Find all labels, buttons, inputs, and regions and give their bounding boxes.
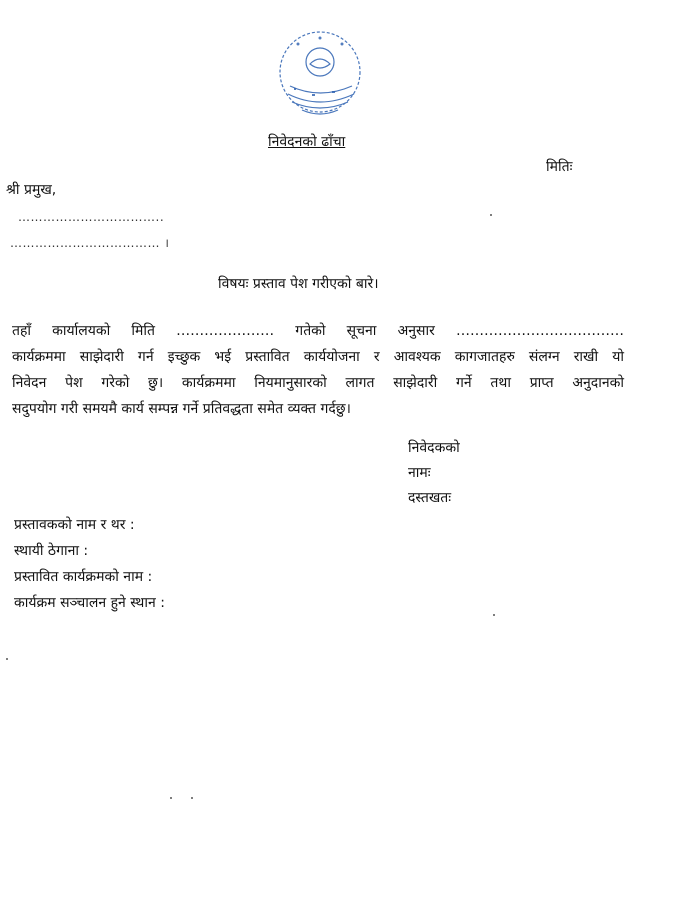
- scan-speck: [493, 614, 495, 616]
- scan-speck: [6, 658, 8, 660]
- address-blank-line-2: ……………………………… ।: [10, 236, 170, 250]
- field-permanent-address: स्थायी ठेगाना :: [14, 543, 89, 559]
- signature-sign-label: दस्तखतः: [408, 490, 452, 506]
- date-label: मितिः: [546, 159, 573, 175]
- field-program-name: प्रस्तावित कार्यक्रमको नाम :: [14, 569, 153, 585]
- signature-heading: निवेदकको: [408, 440, 460, 456]
- scan-speck: [490, 214, 492, 216]
- scan-speck: [191, 797, 193, 799]
- scan-speck: [170, 797, 172, 799]
- document-title: निवेदनको ढाँचा: [268, 134, 346, 150]
- body-line: सदुपयोग गरी समयमै कार्य सम्पन्न गर्ने प्रतिवद्धता समेत व्यक्त गर्दछु।: [12, 401, 351, 417]
- subject-line: विषयः प्रस्ताव पेश गरीएको बारे।: [218, 276, 379, 292]
- body-line: कार्यक्रममा साझेदारी गर्न इच्छुक भई प्रस्तावित कार्ययोजना र आवश्यक कागजातहरु संलग्न राखी यो: [12, 349, 624, 365]
- body-line: निवेदन पेश गरेको छु। कार्यक्रममा नियमानुसारको लागत साझेदारी गर्ने तथा प्राप्त अनुदानको: [12, 375, 624, 391]
- body-paragraph: [12, 318, 624, 422]
- field-program-location: कार्यक्रम सञ्चालन हुने स्थान :: [14, 595, 165, 611]
- signature-name-label: नामः: [408, 465, 431, 481]
- address-blank-line-1: ……………………………..: [18, 210, 165, 224]
- addressee: श्री प्रमुख,: [6, 182, 57, 198]
- office-seal-stamp: [272, 28, 368, 124]
- body-line: तहाँ कार्यालयको मिति ………………… गतेको सूचना अनुसार ………………………………: [12, 323, 624, 339]
- field-proposer-name: प्रस्तावकको नाम र थर :: [14, 517, 135, 533]
